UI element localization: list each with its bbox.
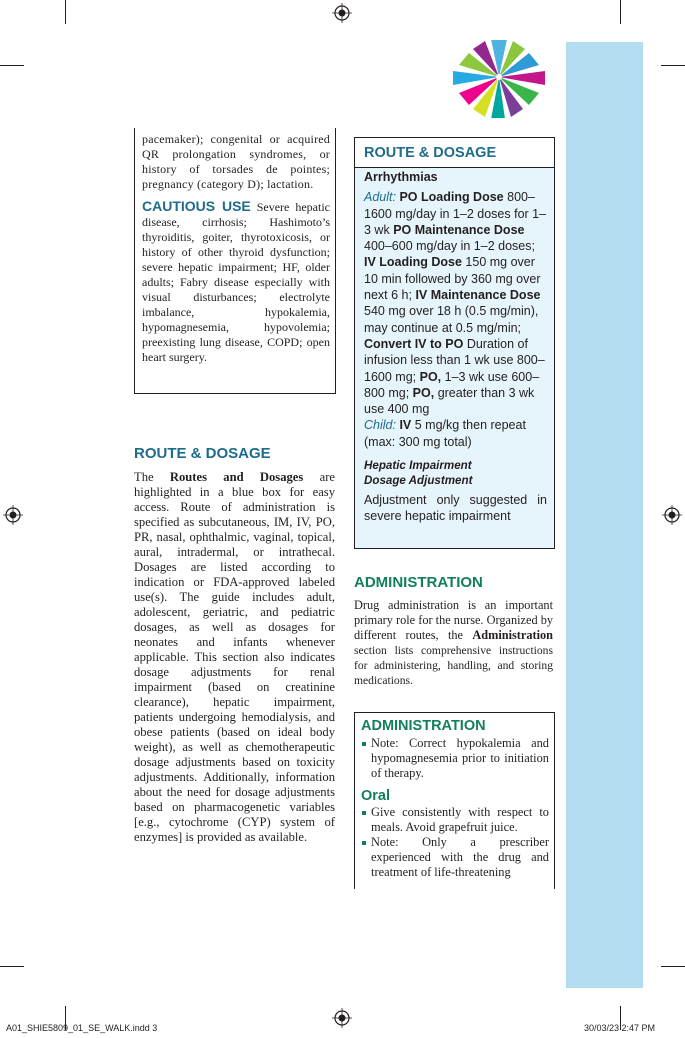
cautious-use-paragraph	[142, 199, 330, 365]
starburst-logo-icon	[447, 40, 551, 118]
child-iv-label: IV	[399, 418, 412, 433]
po1-label: PO,	[419, 369, 442, 384]
cautious-use-heading: CAUTIOUS USE	[142, 198, 251, 214]
po-maint-text: 400–600 mg/day in 1–2 doses;	[364, 239, 535, 254]
route-dosage-heading: ROUTE & DOSAGE	[134, 445, 271, 462]
registration-mark-icon	[662, 505, 682, 525]
iv-loading-label: IV Loading Dose	[364, 255, 462, 270]
child-label: Child:	[364, 418, 396, 433]
administration-description	[354, 598, 553, 688]
hepatic-heading-line2: Dosage Adjustment	[364, 474, 473, 488]
iv-loading-text: 150 mg over 10 min followed by 360 mg over next 6 h;	[364, 255, 541, 303]
administration-heading: ADMINISTRATION	[354, 574, 483, 591]
hepatic-text: Adjustment only suggested in severe hepatic impairment	[364, 493, 547, 524]
convert-label: Convert IV to PO	[364, 336, 464, 351]
slug-filename: A01_SHIE5809_01_SE_WALK.indd 3	[6, 1023, 158, 1033]
po2-label: PO,	[412, 385, 435, 400]
iv-maint-text: 540 mg over 18 h (0.5 mg/min), may continue at 0.5 mg/min;	[364, 304, 539, 335]
route-box-content	[364, 169, 547, 525]
registration-mark-icon	[332, 1008, 352, 1028]
admin-text-before: Drug administration is an important primary role for the nurse. Organized by different routes, the	[354, 598, 553, 642]
admin-text-bold: Administration	[472, 628, 553, 642]
cautious-use-text: Severe hepatic disease, cirrhosis; Hashimoto’s thyroiditis, goiter, thyrotoxicosis, or history of other thyroid dysfunction; severe hepatic impairment; HF, older adults; Fabry disease especially with visual disturbances; electrolyte imbalance, hypokalemia, hypomagnesemia, hypovolemia; preexisting lung disease, COPD; open heart surgery.	[142, 200, 330, 364]
crop-mark	[661, 966, 685, 967]
adult-label: Adult:	[364, 190, 396, 205]
route-text-the: The	[134, 470, 154, 484]
convert-text: Duration of infusion less than 1 wk use 800–1600 mg;	[364, 336, 545, 384]
route-text-rest: are highlighted in a blue box for easy access. Route of administration is specified as subcutaneous, IM, IV, PO, PR, nasal, ophthalmic, vaginal, topical, aural, intradermal, or intrathecal. Dosages are listed according to indication or FDA-approved labeled use(s). The guide includes adult, adolescent, geriatric, and pediatric dosages, as well as dosages for neonates and infants whenever applicable. This section also indicates dosage adjustments for renal impairment (based on creatinine clearance), hepatic impairment, patients undergoing hemodialysis, and obese patients (based on ideal body weight), as well as chemotherapeutic dosage adjustments based on toxicity adjustments. Additionally, information about the need for dosage adjustments based on pharmacogenetic variables [e.g., cytochrome (CYP) system of enzymes] is provided as available.	[134, 470, 335, 844]
crop-mark	[0, 966, 24, 967]
route-text-bold: Routes and Dosages	[169, 470, 304, 484]
po-maint-label: PO Maintenance Dose	[393, 222, 525, 237]
indication-label: Arrhythmias	[364, 170, 438, 184]
admin-note: Note: Correct hypokalemia and hypomagnesemia prior to initiation of therapy.	[361, 736, 549, 781]
oral-item: Give consistently with respect to meals. Avoid grapefruit juice.	[361, 805, 549, 835]
crop-mark	[0, 65, 24, 66]
po1-text: 1–3 wk use 600–800 mg;	[364, 369, 540, 400]
route-box-title: ROUTE & DOSAGE	[364, 145, 497, 161]
route-box-titlebar	[355, 138, 554, 168]
registration-mark-icon	[332, 3, 352, 23]
po-loading-text: 800–1600 mg/day in 1–2 doses for 1–3 wk	[364, 190, 547, 237]
hepatic-heading-line1: Hepatic Impairment	[364, 459, 472, 473]
admin-text-after: section lists comprehensive instructions for administering, handling, and storing medications.	[354, 644, 553, 687]
route-dosage-description	[134, 470, 335, 845]
po2-text: greater than 3 wk use 400 mg	[364, 385, 535, 417]
oral-heading: Oral	[361, 788, 391, 804]
oral-item: Note: Only a prescriber experienced with the drug and treatment of life-threatening	[361, 835, 549, 880]
child-dosage	[364, 417, 547, 450]
administration-box	[354, 712, 555, 889]
hepatic-heading	[364, 458, 547, 488]
crop-mark	[65, 0, 66, 24]
child-text: 5 mg/kg then repeat (max: 300 mg total)	[364, 418, 526, 449]
crop-mark	[620, 0, 621, 24]
adult-dosage	[364, 189, 547, 417]
slug-datetime: 30/03/23 2:47 PM	[584, 1023, 656, 1033]
crop-mark	[661, 65, 685, 66]
side-tab	[566, 42, 643, 988]
contraindications-box	[134, 128, 336, 394]
registration-mark-icon	[3, 505, 23, 525]
route-dosage-box	[354, 137, 555, 549]
admin-box-title: ADMINISTRATION	[361, 718, 486, 734]
iv-maint-label: IV Maintenance Dose	[415, 288, 541, 303]
po-loading-label: PO Loading Dose	[399, 190, 504, 205]
contraindications-text: pacemaker); congenital or acquired QR prolongation syndromes, or history of torsades de pointes; pregnancy (category D); lactation.	[142, 132, 330, 191]
